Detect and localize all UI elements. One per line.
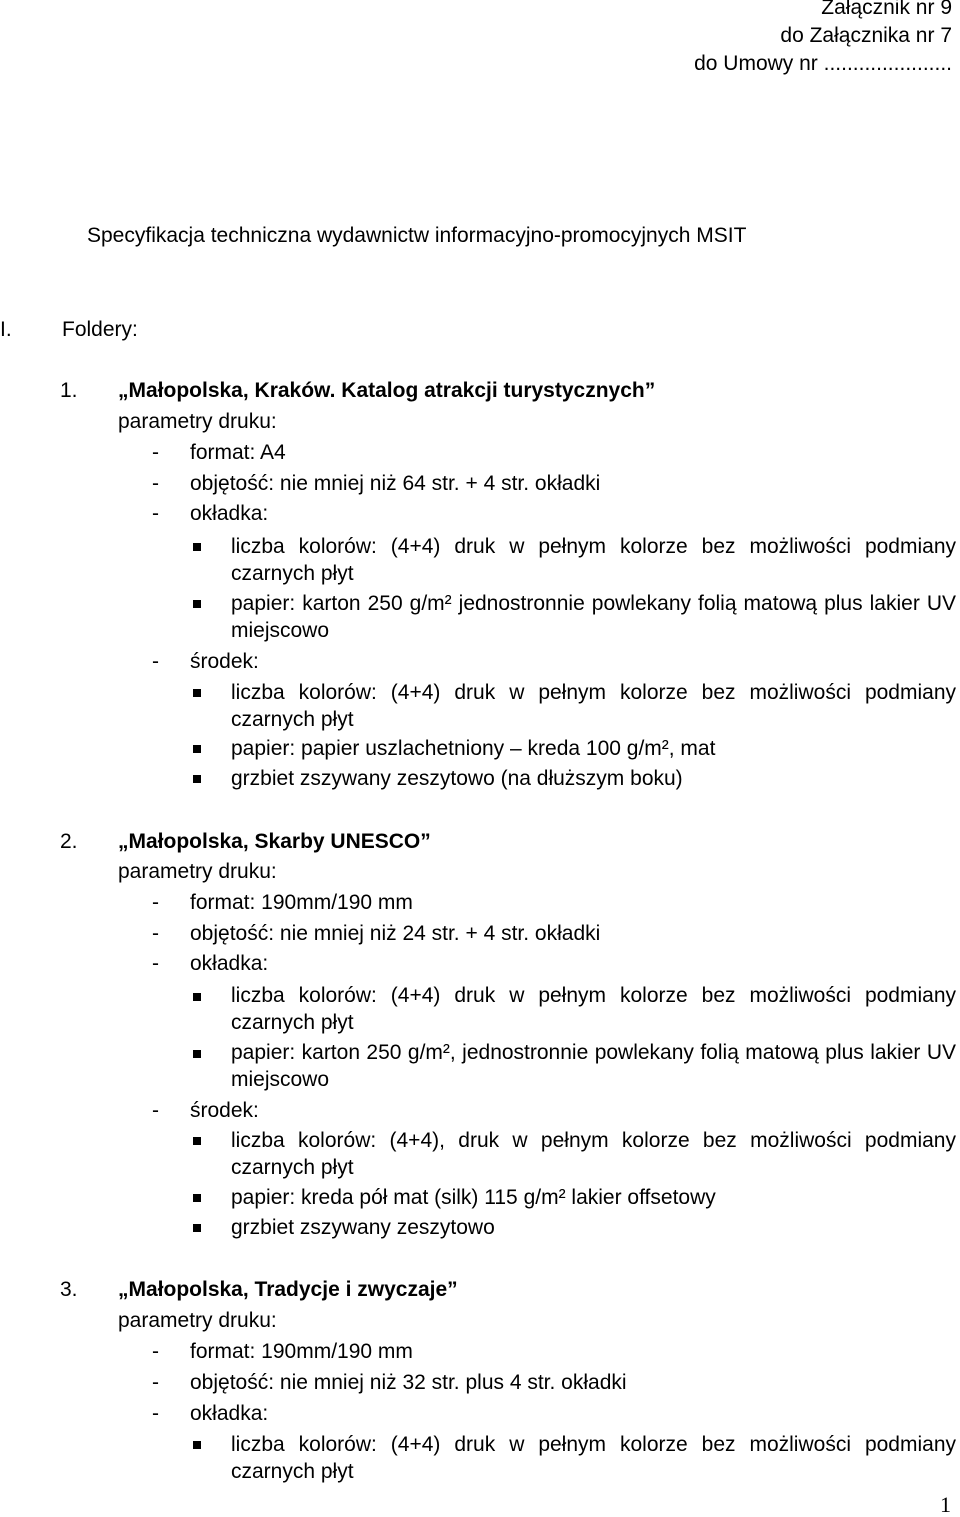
item-1-cover-label: okładka: <box>190 502 269 525</box>
item-2-number: 2. <box>60 830 78 853</box>
attachment-header <box>694 0 952 78</box>
item-1-format-dash: - <box>152 441 159 464</box>
item-1-inside-paper: papier: papier uszlachetniony – kreda 100 g/m², mat <box>231 737 716 760</box>
item-3-format-dash: - <box>152 1340 159 1363</box>
item-2-format-dash: - <box>152 891 159 914</box>
item-3-number: 3. <box>60 1278 78 1301</box>
item-1-inside-colors: liczba kolorów: (4+4) druk w pełnym kolorze bez możliwości podmiany czarnych płyt <box>231 681 956 731</box>
item-3-format: format: 190mm/190 mm <box>190 1340 413 1363</box>
item-2-params-label: parametry druku: <box>118 860 277 883</box>
item-2-volume: objętość: nie mniej niż 24 str. + 4 str. okładki <box>190 922 601 945</box>
item-3-volume-dash: - <box>152 1371 159 1394</box>
bullet-icon <box>193 775 201 783</box>
item-2-inside-colors: liczba kolorów: (4+4), druk w pełnym kolorze bez możliwości podmiany czarnych płyt <box>231 1129 956 1179</box>
attachment-line-3: do Umowy nr ...................... <box>694 52 952 75</box>
item-3-params-label: parametry druku: <box>118 1309 277 1332</box>
bullet-icon <box>193 993 201 1001</box>
item-1-cover-paper: papier: karton 250 g/m² jednostronnie powlekany folią matową plus lakier UV miejscowo <box>231 592 956 642</box>
section-number: I. <box>0 318 12 341</box>
item-3-cover-dash: - <box>152 1402 159 1425</box>
item-1-cover-dash: - <box>152 502 159 525</box>
item-3-cover-colors: liczba kolorów: (4+4) druk w pełnym kolorze bez możliwości podmiany czarnych płyt <box>231 1433 956 1483</box>
item-2-cover-dash: - <box>152 952 159 975</box>
bullet-icon <box>193 689 201 697</box>
item-2-title: „Małopolska, Skarby UNESCO” <box>118 830 431 853</box>
item-2-cover-label: okładka: <box>190 952 269 975</box>
section-label: Foldery: <box>62 318 138 341</box>
item-2-inside-label: środek: <box>190 1099 259 1122</box>
item-3-volume: objętość: nie mniej niż 32 str. plus 4 str. okładki <box>190 1371 627 1394</box>
item-1-inside-dash: - <box>152 650 159 673</box>
item-3-cover-label: okładka: <box>190 1402 269 1425</box>
item-2-cover-colors: liczba kolorów: (4+4) druk w pełnym kolorze bez możliwości podmiany czarnych płyt <box>231 984 956 1034</box>
item-1-format: format: A4 <box>190 441 286 464</box>
item-1-inside-label: środek: <box>190 650 259 673</box>
document-title: Specyfikacja techniczna wydawnictw informacyjno-promocyjnych MSIT <box>87 224 747 247</box>
item-2-binding: grzbiet zszywany zeszytowo <box>231 1216 495 1239</box>
item-2-cover-paper: papier: karton 250 g/m², jednostronnie powlekany folią matową plus lakier UV miejscowo <box>231 1041 956 1091</box>
item-1-binding: grzbiet zszywany zeszytowo (na dłuższym boku) <box>231 767 683 790</box>
item-1-cover-colors: liczba kolorów: (4+4) druk w pełnym kolorze bez możliwości podmiany czarnych płyt <box>231 535 956 585</box>
item-1-params-label: parametry druku: <box>118 410 277 433</box>
bullet-icon <box>193 600 201 608</box>
bullet-icon <box>193 1050 201 1058</box>
item-2-volume-dash: - <box>152 922 159 945</box>
item-3-title: „Małopolska, Tradycje i zwyczaje” <box>118 1278 458 1301</box>
bullet-icon <box>193 1224 201 1232</box>
item-1-volume-dash: - <box>152 472 159 495</box>
attachment-line-2: do Załącznika nr 7 <box>780 24 952 47</box>
bullet-icon <box>193 1137 201 1145</box>
item-2-inside-dash: - <box>152 1099 159 1122</box>
page-number: 1 <box>940 1492 951 1517</box>
item-1-number: 1. <box>60 379 78 402</box>
bullet-icon <box>193 745 201 753</box>
item-1-title: „Małopolska, Kraków. Katalog atrakcji turystycznych” <box>118 379 656 402</box>
bullet-icon <box>193 543 201 551</box>
item-2-format: format: 190mm/190 mm <box>190 891 413 914</box>
item-2-inside-paper: papier: kreda pół mat (silk) 115 g/m² lakier offsetowy <box>231 1186 716 1209</box>
item-1-volume: objętość: nie mniej niż 64 str. + 4 str. okładki <box>190 472 601 495</box>
attachment-line-1: Załącznik nr 9 <box>821 0 952 19</box>
bullet-icon <box>193 1441 201 1449</box>
bullet-icon <box>193 1194 201 1202</box>
